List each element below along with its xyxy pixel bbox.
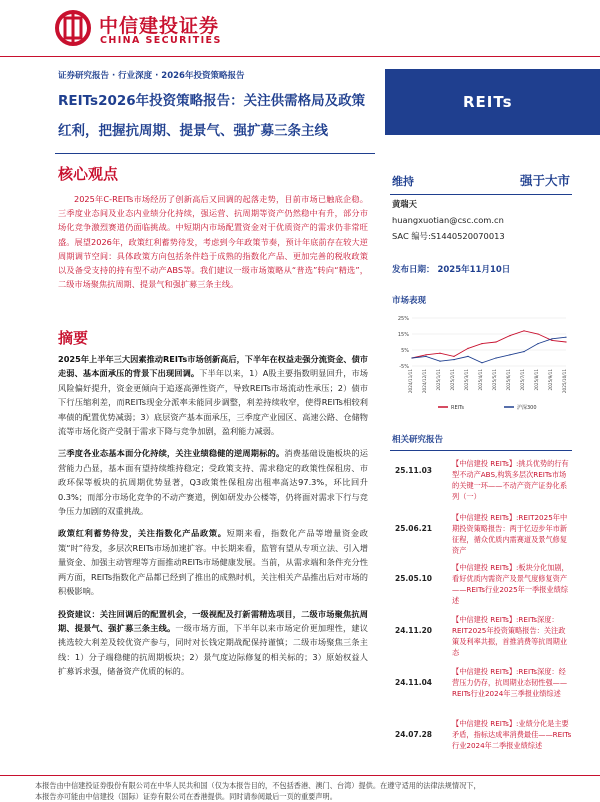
chart-point: [537, 343, 538, 344]
chart-x-tick-label: 2024/11/11: [408, 369, 413, 394]
chart-y-tick-label: 25%: [397, 316, 409, 322]
chart-x-tick-label: 2024/12/11: [422, 369, 427, 394]
chart-point: [565, 337, 566, 338]
rating-row: [390, 168, 572, 195]
chart-x-tick-label: 2025/7/11: [520, 369, 525, 391]
chart-y-tick-label: 15%: [397, 332, 409, 338]
disclaimer-line-1: 本报告由中信建投证券股份有限公司在中华人民共和国（仅为本报告目的，不包括香港、澳门、台湾）提供。在遵守适用的法律法规情况下，: [35, 781, 481, 790]
related-reports-header: [390, 430, 572, 451]
report-title-line2: 红利，把握抗周期、提景气、强扩募三条主线: [58, 123, 328, 139]
chart-point: [481, 343, 482, 344]
summary-p2-head: 三季度各业态基本面分化持续，关注业绩稳健的逆周期标的。: [58, 448, 285, 459]
summary-paragraph-4: [58, 607, 368, 679]
report-title-line1: REITs2026年投资策略报告：关注供需格局及政策: [58, 93, 366, 109]
chart-point: [551, 340, 552, 341]
related-reports-heading: 相关研究报告: [392, 435, 444, 445]
related-report-title[interactable]: 【中信建投 REITs】:REIT2025年中期投资策略报告：两于忆迈步年市新征程，循众优质内需赛道及景气修复资产: [452, 513, 568, 555]
chart-point: [551, 338, 552, 339]
report-type: 证券研究报告 · 行业深度 · 2026年投资策略报告: [58, 71, 245, 81]
rating-action: 维持: [392, 175, 414, 188]
chart-point: [523, 351, 524, 352]
header-rule: [0, 56, 600, 57]
summary-heading: 摘要: [58, 329, 89, 347]
chart-point: [495, 341, 496, 342]
related-report-date: 24.07.28: [395, 730, 433, 739]
chart-point: [537, 333, 538, 334]
related-report-date: 25.06.21: [395, 524, 433, 533]
chart-legend-label: REITs: [451, 405, 464, 411]
sector-label: REITs: [463, 93, 513, 111]
chart-point: [453, 356, 454, 357]
chart-point: [411, 357, 412, 358]
chart-x-tick-label: 2025/5/11: [492, 369, 497, 391]
summary-p1-body: 下半年以来，1）A股主要指数明显回升，市场风险偏好提升，资金更倾向于追逐高弹性资产，导致REITs市场流动性承压；2）债市下行压缩利差，而REITs现金分派率未能同步调整，利差持续收窄，使得REITs相较利率债的配置优势减弱；3）底层资产基本面承压，三季度产业园区、高速公路、仓储物流等市场化资产受制于需求下降与竞争加剧，盈利能力减弱。: [58, 368, 368, 437]
related-report-title[interactable]: 【中信建投 REITs】:REITs深度：经营压力仍存，抗周期业态韧性强——REITs行业2024年三季报业绩综述: [452, 667, 568, 698]
sector-banner: [385, 69, 600, 135]
analyst-info: [392, 196, 505, 244]
related-report-title[interactable]: 【中信建投 REITs】:业绩分化是主要矛盾，指标达成率消费最佳——REITs行业2024年二季报业绩综述: [452, 719, 572, 750]
chart-point: [439, 353, 440, 354]
summary-paragraph-1: [58, 352, 368, 438]
disclaimer-line-2: 本报告亦可能由中信建投（国际）证券有限公司在香港提供。同时请参阅最后一页的重要声明。: [35, 792, 337, 801]
title-divider: [55, 153, 375, 154]
chart-point: [467, 356, 468, 357]
chart-x-tick-label: 2025/10/11: [562, 369, 567, 394]
summary-p3-body: 短期来看，指数化产品等增量资金政策“时”待发，多层次REITs市场加速扩容。中长期来看，监管有望从专项立法、引入增量资金、加强主动管理等方面推动REITs市场健康发展。当前，从需求端和条件充分性两方面，REITs指数化产品都已经到了推出的成熟时机，关注相关产品推出后对市场的积极影响。: [58, 528, 368, 597]
chart-point: [509, 335, 510, 336]
related-report-date: 25.05.10: [395, 574, 433, 583]
brand-name-cn: 中信建投证券: [99, 15, 220, 37]
related-report-date: 25.11.03: [395, 466, 433, 475]
core-view-text: [58, 192, 368, 291]
chart-point: [509, 354, 510, 355]
chart-point: [565, 341, 566, 342]
core-view-heading: 核心观点: [58, 165, 119, 183]
chart-x-tick-label: 2025/6/11: [506, 369, 511, 391]
chart-x-tick-label: 2025/4/11: [478, 369, 483, 391]
company-logo: [55, 8, 245, 50]
summary-p1-head: 2025年上半年三大因素推动REITs市场创新高后，下半年在权益走强分流资金、债市走弱、基本面承压的背景下出现回调。: [58, 354, 368, 379]
chart-point: [467, 348, 468, 349]
chart-x-tick-label: 2025/8/11: [534, 369, 539, 391]
company-logo-mark-icon: [55, 10, 91, 46]
summary-p4-body: 一级市场方面，下半年以来市场定价更加理性，建议挑选较大利差及较优资产参与，同时对长钱定期战配保持谨慎；二级市场聚焦三条主线：1）分子端稳健的抗周期板块；2）景气度边际修复的相关标的；3）原始权益人扩募诉求强，储备资产优质的标的。: [58, 622, 368, 677]
chart-y-tick-label: -5%: [399, 364, 409, 370]
chart-point: [425, 354, 426, 355]
summary-p4-head: 投资建议：关注回调后的配置机会，一级视配及打新需精选项目，二级市场聚焦抗周期、提景气、强扩募三条主线。: [58, 608, 368, 633]
publish-date: 发布日期： 2025年11月10日: [392, 265, 511, 275]
market-performance-heading: 市场表现: [392, 296, 427, 306]
chart-point: [495, 357, 496, 358]
rating-value: 强于大市: [519, 173, 570, 188]
core-view-paragraph: 2025年C-REITs市场经历了创新高后又回调的起落走势，目前市场已触底企稳。三季度业态间及业态内业绩分化持续，强运营、抗周期等资产仍然稳中有升，部分市场化竞争激烈赛道仍面临挑战。中短期内市场配置资金对于优质资产的需求仍非常旺盛。展望2026年，政策红利蓄势待发，考虑到今年政策节奏，预计年底前存在较大逆周期调节空间：具体政策方向包括条件趋于成熟的指数化产品、更加完善的税收政策以及备受支持的持有型不动产ABS等。我们建议一级市场策略从“普选”转向“精选”，二级市场聚焦抗周期、提景气和强扩募三条主线。: [58, 194, 368, 290]
analyst-email: huangxuotian@csc.com.cn: [392, 215, 504, 225]
summary-p2-body: 消费基础设施板块的运营能力凸显，基本面有望持续维持稳定；受政策支持、需求稳定的政策性保租房、市政环保等板块的抗周期优势显著，Q3政策性保租房出租率高达97.3%，环比回升0.3%；而部分市场化竞争的不动产赛道，例如研发办公楼等，仍将面对需求下行与竞争压力加剧的双重挑战。: [58, 448, 368, 517]
disclaimer-footer: [35, 780, 595, 802]
chart-point: [425, 356, 426, 357]
chart-legend-label: 沪深300: [517, 405, 537, 411]
chart-point: [481, 362, 482, 363]
footer-rule: [0, 775, 600, 776]
summary-paragraph-3: [58, 526, 368, 598]
analyst-sac: SAC 编号:S1440520070013: [392, 231, 505, 241]
chart-point: [453, 359, 454, 360]
chart-y-tick-label: 5%: [401, 348, 409, 354]
analyst-name: 黄瑞天: [392, 199, 417, 209]
related-report-title[interactable]: 【中信建投 REITs】:挑兵优势的行有型不动产ABS,构筑多层次REITs市场的关键一环——不动产资产证券化系列（一）: [452, 459, 569, 501]
summary-p3-head: 政策红利蓄势待发，关注指数化产品政策。: [58, 528, 227, 539]
summary-body: [58, 352, 368, 687]
summary-paragraph-2: [58, 446, 368, 518]
chart-x-tick-label: 2025/2/11: [450, 369, 455, 391]
chart-x-tick-label: 2025/9/11: [548, 369, 553, 391]
chart-series-line-0: [412, 331, 566, 358]
related-report-date: 24.11.20: [395, 626, 433, 635]
brand-name-en: CHINA SECURITIES: [100, 35, 222, 46]
chart-point: [523, 330, 524, 331]
market-performance-chart: [390, 310, 572, 414]
chart-x-tick-label: 2025/1/11: [436, 369, 441, 391]
chart-point: [439, 361, 440, 362]
related-report-date: 24.11.04: [395, 678, 433, 687]
related-report-title[interactable]: 【中信建投 REITs】:REITs深度：REIT2025年投资策略报告：关注政策及利率共振，首推消费等抗周期业态: [452, 615, 568, 657]
chart-x-tick-label: 2025/3/11: [464, 369, 469, 391]
related-report-title[interactable]: 【中信建投 REITs】:板块分化加剧，看好优质内需资产及景气度修复资产——REITs行业2025年一季报业绩综述: [452, 563, 569, 605]
